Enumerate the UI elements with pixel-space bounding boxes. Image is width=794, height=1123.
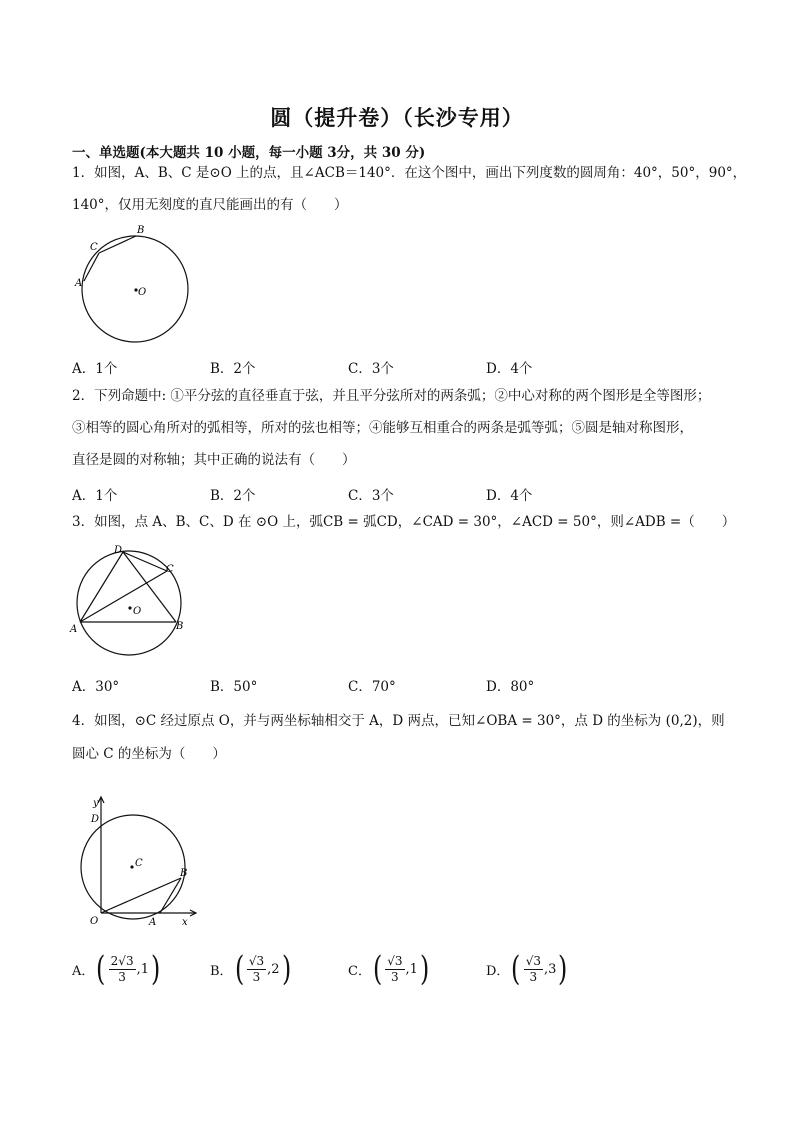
label-d: D <box>91 814 100 825</box>
fraction-denominator: 3 <box>391 969 399 984</box>
open-paren: ( <box>234 949 244 989</box>
fraction-denominator: 3 <box>252 969 261 984</box>
question-1-text-line-1: 1．如图，A、B、C 是⊙O 上的点，且∠ACB＝140°．在这个图中，画出下列度数的圆周角：40°，50°，90°， <box>72 165 747 181</box>
q3-option-d: D．80° <box>486 679 535 695</box>
label-b: B <box>176 621 184 632</box>
open-paren: ( <box>372 949 383 989</box>
q2-option-d: D．4个 <box>486 488 533 504</box>
q4-option-d <box>486 949 570 989</box>
question-4-text-line-2: 圆心 C 的坐标为（ ） <box>72 746 226 762</box>
label-o: O <box>138 287 147 298</box>
option-letter: D． <box>486 963 510 979</box>
label-c: C <box>135 858 143 869</box>
label-d: D <box>114 545 123 556</box>
label-b: B <box>180 868 188 879</box>
question-3-figure <box>66 540 191 665</box>
segment-ob <box>101 878 181 913</box>
label-a: A <box>149 917 157 928</box>
question-1-figure <box>72 224 197 349</box>
label-o: O <box>90 916 99 927</box>
option-letter: C． <box>348 963 371 979</box>
fraction-numerator: √3 <box>525 953 541 968</box>
label-y: y <box>93 798 99 809</box>
fraction-denominator: 3 <box>118 969 126 984</box>
close-paren: ) <box>150 949 161 989</box>
q1-option-d: D．4个 <box>486 361 533 377</box>
open-paren: ( <box>96 949 106 989</box>
coordinate-tail: ,1 <box>405 961 418 977</box>
label-c: C <box>166 564 174 575</box>
question-4-figure <box>76 792 201 932</box>
q3-option-a: A．30° <box>72 679 120 695</box>
coordinate-tail: ,3 <box>543 961 557 977</box>
question-2-text-line-2: ③相等的圆心角所对的弧相等，所对的弦也相等；④能够互相重合的两条是弧等弧；⑤圆是轴对称图形， <box>72 420 693 436</box>
page-title: 圆（提升卷）（长沙专用） <box>270 106 524 130</box>
q1-option-b: B．2个 <box>210 361 256 377</box>
question-1-text-line-2: 140°，仅用无刻度的直尺能画出的有（ ） <box>72 197 348 213</box>
fraction-numerator: √3 <box>248 953 265 968</box>
label-a: A <box>75 278 83 289</box>
fraction-denominator: 3 <box>529 969 538 984</box>
question-2-text-line-1: 2．下列命题中: ①平分弦的直径垂直于弦，并且平分弦所对的两条弧；②中心对称的两个图形是全等图形； <box>72 388 711 404</box>
option-letter: A． <box>72 963 95 979</box>
chord-ad <box>80 552 123 622</box>
q4-option-a <box>72 949 162 989</box>
q2-option-c: C．3个 <box>348 488 394 504</box>
chord-db <box>123 552 176 622</box>
fraction-numerator: √3 <box>387 953 403 968</box>
q2-option-a: A．1个 <box>72 488 118 504</box>
open-paren: ( <box>511 949 521 989</box>
segment-ba <box>160 878 181 913</box>
question-3-text-line-1: 3．如图，点 A、B、C、D 在 ⊙O 上，弧CB = 弧CD，∠CAD = 30°，∠ACD = 50°，则∠ADB =（ ） <box>72 514 736 530</box>
label-a: A <box>70 624 78 635</box>
section-heading: 一、单选题(本大题共 10 小题，每一小题 3分，共 30 分) <box>72 145 426 161</box>
close-paren: ) <box>558 949 568 989</box>
label-c: C <box>90 242 98 253</box>
question-2-text-line-3: 直径是圆的对称轴；其中正确的说法有（ ） <box>72 452 356 468</box>
close-paren: ) <box>419 949 430 989</box>
center-point <box>130 865 133 868</box>
option-letter: B． <box>210 963 233 979</box>
q2-option-b: B．2个 <box>210 488 256 504</box>
label-x: x <box>182 917 188 928</box>
label-b: B <box>137 225 145 236</box>
q4-option-b <box>210 949 293 989</box>
fraction-numerator: 2√3 <box>110 953 134 968</box>
close-paren: ) <box>281 949 291 989</box>
q1-option-c: C．3个 <box>348 361 394 377</box>
coordinate-tail: ,2 <box>267 961 280 977</box>
q4-option-c <box>348 949 431 989</box>
chord-ac <box>80 571 167 622</box>
question-4-text-line-1: 4．如图，⊙C 经过原点 O，并与两坐标轴相交于 A，D 两点，已知∠OBA = 30°，点 D 的坐标为 (0,2)，则 <box>72 713 725 729</box>
q3-option-c: C．70° <box>348 679 396 695</box>
q3-option-b: B．50° <box>210 679 258 695</box>
coordinate-tail: ,1 <box>136 961 149 977</box>
center-point <box>128 606 131 609</box>
label-o: O <box>133 606 142 617</box>
q1-option-a: A．1个 <box>72 361 118 377</box>
